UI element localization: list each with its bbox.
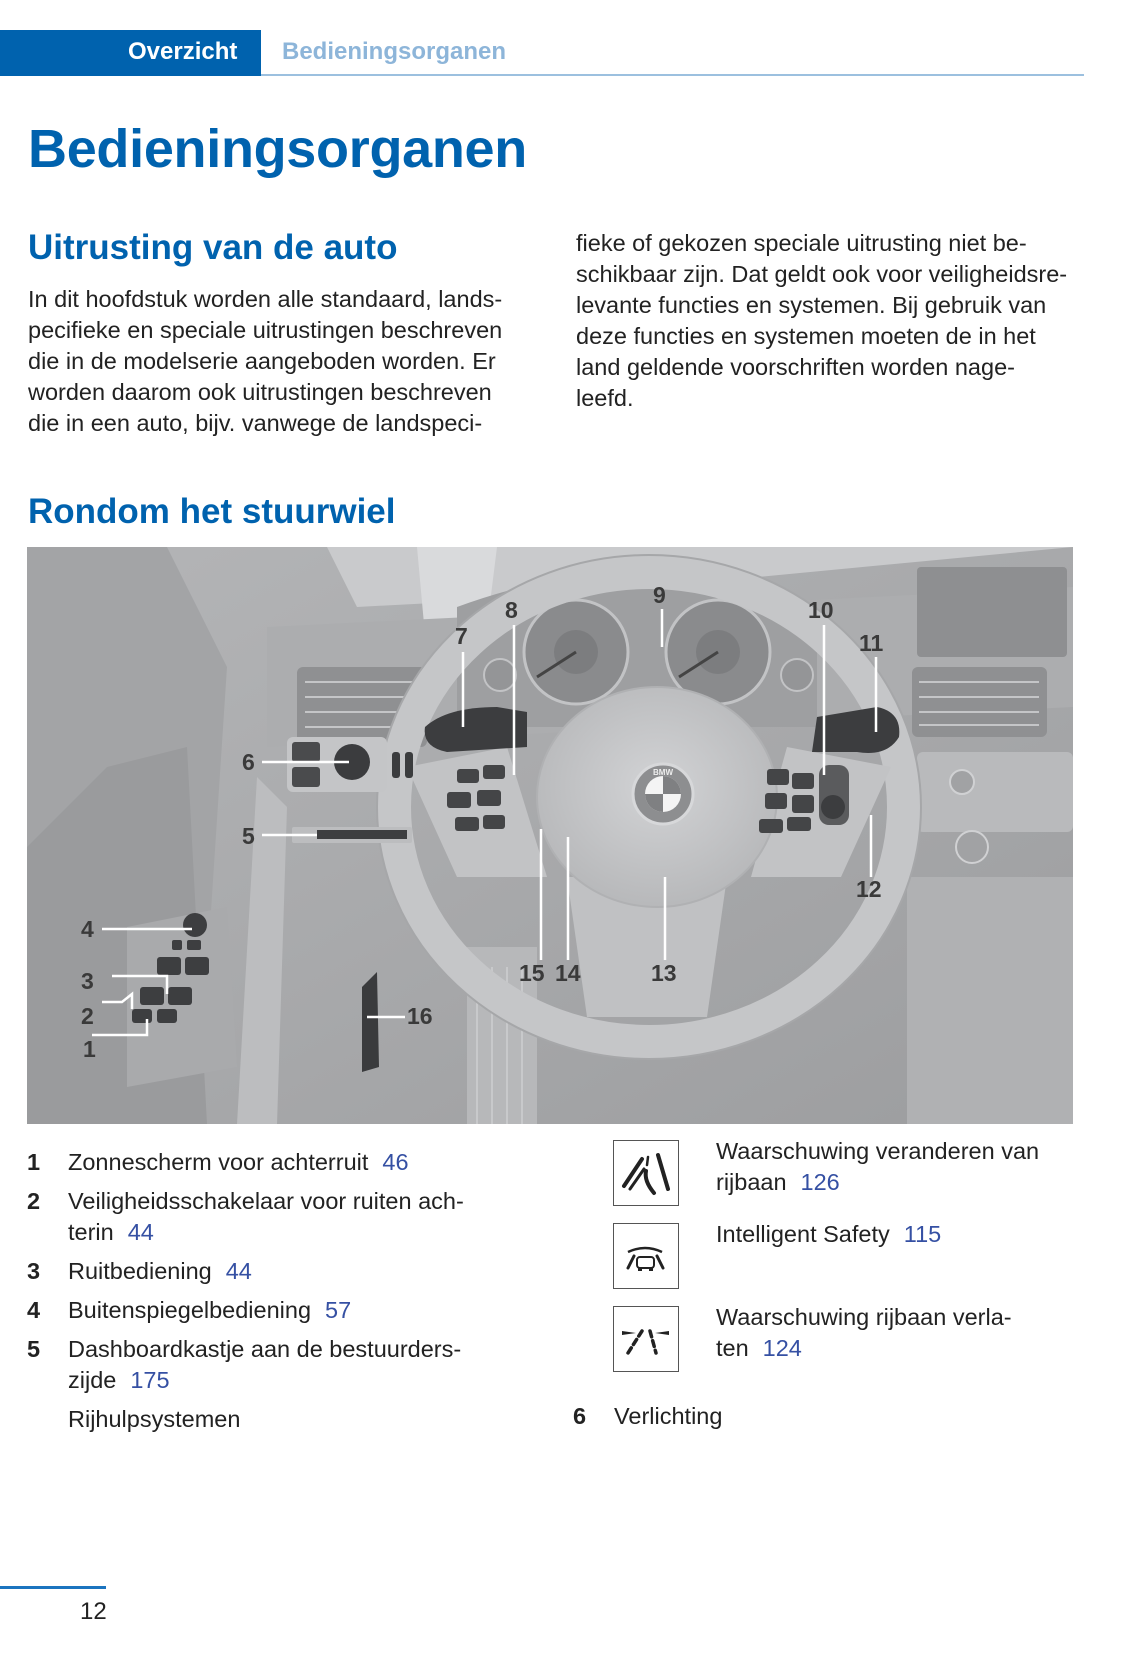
legend-number: 5 (27, 1336, 41, 1362)
svg-text:10: 10 (808, 597, 834, 623)
svg-text:11: 11 (859, 630, 884, 656)
cockpit-illustration (27, 547, 1073, 1124)
page-ref-link[interactable]: 44 (225, 1258, 252, 1284)
svg-text:7: 7 (455, 623, 468, 649)
legend-number: 4 (27, 1297, 41, 1323)
svg-text:12: 12 (856, 876, 882, 902)
legend-icon-label: Waarschuwing rijbaan verla- ten 124 (716, 1304, 1012, 1361)
text-line: schikbaar zijn. Dat geldt ook voor veiligheidsre- (576, 261, 1068, 287)
svg-text:14: 14 (555, 960, 581, 986)
text-line: die in de modelserie aangeboden worden. Er (28, 348, 496, 374)
page-ref-link[interactable]: 57 (325, 1297, 352, 1323)
legend-icon-label: Intelligent Safety 115 (716, 1221, 942, 1247)
text-line: leefd. (576, 385, 634, 411)
equipment-paragraph-col1 (28, 284, 502, 439)
svg-text:8: 8 (505, 597, 518, 623)
svg-text:13: 13 (651, 960, 677, 986)
legend-right (573, 1401, 1073, 1440)
page-number: 12 (80, 1598, 107, 1625)
text-line: worden daarom ook uitrustingen beschreven (28, 379, 492, 405)
text-line: deze functies en systemen moeten de in het (576, 323, 1036, 349)
legend-item-2 (27, 1186, 547, 1248)
header-rule (261, 74, 1084, 76)
text-line: fieke of gekozen speciale uitrusting niet be- (576, 230, 1027, 256)
lane-change-warning-icon (613, 1140, 679, 1206)
legend-subheading: Rijhulpsystemen (68, 1406, 241, 1432)
text-line: pecifieke en speciale uitrustingen beschreven (28, 317, 503, 343)
svg-text:15: 15 (519, 960, 545, 986)
legend-number: 1 (27, 1149, 41, 1175)
page-ref-link[interactable]: 126 (800, 1169, 840, 1195)
legend-number: 6 (573, 1403, 587, 1429)
text-line: In dit hoofdstuk worden alle standaard, lands- (28, 286, 503, 312)
legend-item-4 (27, 1295, 547, 1326)
page-title: Bedieningsorganen (28, 119, 527, 179)
page-ref-link[interactable]: 124 (762, 1335, 802, 1361)
text-line: levante functies en systemen. Bij gebruik van (576, 292, 1047, 318)
legend-label: Ruitbediening 44 (68, 1258, 252, 1284)
legend-item-5 (27, 1334, 547, 1396)
text-line: land geldende voorschriften worden nage- (576, 354, 1015, 380)
legend-label: Zonnescherm voor achterruit 46 (68, 1149, 409, 1175)
page-ref-link[interactable]: 175 (130, 1367, 170, 1393)
lane-departure-warning-icon (613, 1306, 679, 1372)
cockpit-drawing (27, 547, 1073, 1124)
legend-label: Veiligheidsschakelaar voor ruiten ach- (68, 1188, 464, 1214)
legend-label: Buitenspiegelbediening 57 (68, 1297, 352, 1323)
svg-text:16: 16 (407, 1003, 433, 1029)
legend-number: 2 (27, 1188, 41, 1214)
page-ref-link[interactable]: 44 (127, 1219, 154, 1245)
svg-text:3: 3 (81, 968, 94, 994)
legend-item-3 (27, 1256, 547, 1287)
svg-text:2: 2 (81, 1003, 94, 1029)
svg-text:6: 6 (242, 749, 255, 775)
section-heading-equipment: Uitrusting van de auto (28, 228, 398, 267)
page-ref-link[interactable]: 115 (903, 1221, 942, 1247)
svg-text:BMW: BMW (653, 768, 673, 777)
svg-text:9: 9 (653, 582, 666, 608)
legend-label: zijde 175 (68, 1367, 170, 1393)
svg-text:5: 5 (242, 823, 255, 849)
footer-rule (0, 1586, 106, 1589)
intelligent-safety-icon (613, 1223, 679, 1289)
equipment-paragraph-col2 (576, 228, 1067, 414)
svg-text:4: 4 (81, 916, 94, 942)
legend-left (27, 1147, 547, 1435)
legend-icon-label: Waarschuwing veranderen van rijbaan 126 (716, 1138, 1040, 1195)
header-section-tab[interactable]: Overzicht (128, 38, 238, 65)
header-chapter-tab[interactable]: Bedieningsorganen (282, 38, 507, 65)
page-ref-link[interactable]: 46 (382, 1149, 409, 1175)
svg-text:1: 1 (83, 1036, 96, 1062)
text-line: die in een auto, bijv. vanwege de landspeci- (28, 410, 483, 436)
legend-number: 3 (27, 1258, 41, 1284)
legend-item-6 (573, 1401, 1073, 1432)
legend-label: Dashboardkastje aan de bestuurders- (68, 1336, 462, 1362)
legend-item-1 (27, 1147, 547, 1178)
legend-label: Verlichting (614, 1403, 723, 1429)
legend-label: terin 44 (68, 1219, 154, 1245)
section-heading-steering: Rondom het stuurwiel (28, 492, 396, 531)
